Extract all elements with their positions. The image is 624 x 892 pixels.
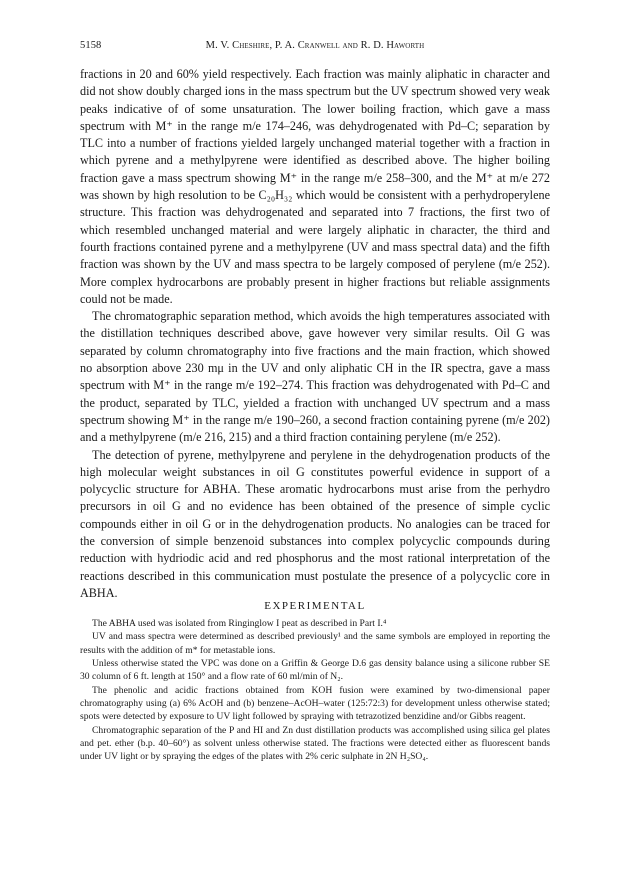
experimental-paragraph-5: Chromatographic separation of the P and HI and Zn dust distillation products was accomplished using silica gel plates and pet. ether (b.p. 40–60°) as solvent unless otherwise stated. The fractions were detected either as fluorescent bands under UV light or by spraying the edges of the plates with 2% ceric sulphate in 2N H₂SO₄. (80, 724, 550, 763)
experimental-paragraph-4: The phenolic and acidic fractions obtained from KOH fusion were examined by two-dimensional paper chromatography using (a) 6% AcOH and (b) benzene–AcOH–water (125:72:3) for development unless otherwise stated; spots were detected by exposure to UV light followed by spraying with tetrazotized benzidine and/or Gibbs reagent. (80, 684, 550, 723)
running-authors: M. V. Cheshire, P. A. Cranwell and R. D. Haworth (205, 40, 425, 51)
experimental-paragraph-1: The ABHA used was isolated from Ringinglow I peat as described in Part I.⁴ (92, 618, 387, 629)
running-header (80, 40, 550, 54)
page-number: 5158 (80, 40, 102, 51)
body-paragraph-3: The detection of pyrene, methylpyrene and perylene in the dehydrogenation products of the high molecular weight substances in oil G constitutes powerful evidence in support of a polycyclic structure for ABHA. These aromatic hydrocarbons must arise from the perhydro precursors in oil G and no evidence has been obtained of the presence of simple cyclic compounds either in oil G or in the dehydrogenation products. No analogies can be traced for the conversion of simple benzenoid substances into complex polycyclic compounds during reduction with hydriodic acid and red phosphorus and the most rational interpretation of the reactions described in this communication must postulate the presence of a polycyclic core in ABHA. (80, 447, 550, 600)
experimental-paragraph-3: Unless otherwise stated the VPC was done on a Griffin & George D.6 gas density balance using a silicone rubber SE 30 column of 6 ft. length at 150° and a flow rate of 60 ml/min of N₂. (80, 658, 550, 683)
body-paragraph-1: fractions in 20 and 60% yield respectively. Each fraction was mainly aliphatic in character and did not show doubly charged ions in the mass spectrum but the UV spectrum showed very weak peaks indicative of of some unsaturation. The lower boiling fraction, which gave a mass spectrum with M⁺ in the range m/e 174–246, was dehydrogenated with Pd–C; separation by TLC into a number of fractions yielded largely unchanged material together with a fraction in which pyrene and a methylpyrene were identified as described above. The higher boiling fraction gave a mass spectrum showing M⁺ in the range m/e 258–300, and the M⁺ at m/e 272 was shown by high resolution to be C₂₀H₃₂ which would be consistent with a perhydroperylene structure. This fraction was dehydrogenated and separated into 7 fractions, the first two of which resembled unchanged material and were largely aliphatic in character, the third and fourth fractions contained pyrene and a methylpyrene (UV and mass spectral data) and the fifth fraction was shown by the UV and mass spectra to be largely composed of perylene (m/e 252). More complex hydrocarbons are probably present in higher fractions but reliable assignments could not be made. (80, 67, 550, 306)
section-heading-experimental: EXPERIMENTAL (264, 600, 366, 612)
experimental-section (80, 617, 550, 764)
experimental-paragraph-2: UV and mass spectra were determined as described previously¹ and the same symbols are employed in reporting the results with the addition of m* for metastable ions. (80, 631, 550, 656)
body-paragraph-2: The chromatographic separation method, which avoids the high temperatures associated with the distillation techniques described above, gave however very similar results. Oil G was separated by column chromatography into five fractions and the main fraction, which showed no absorption above 230 mμ in the UV and only aliphatic CH in the IR spectra, gave a mass spectrum with M⁺ in the range m/e 192–274. This fraction was dehydrogenated with Pd–C and the product, separated by TLC, yielded a fraction with unchanged UV spectrum and a mass spectrum showing M⁺ in the range m/e 190–260, a second fraction containing pyrene (m/e 202) and a methylpyrene (m/e 216, 215) and a third fraction containing perylene (m/e 252). (80, 309, 550, 445)
body-text (80, 66, 550, 602)
